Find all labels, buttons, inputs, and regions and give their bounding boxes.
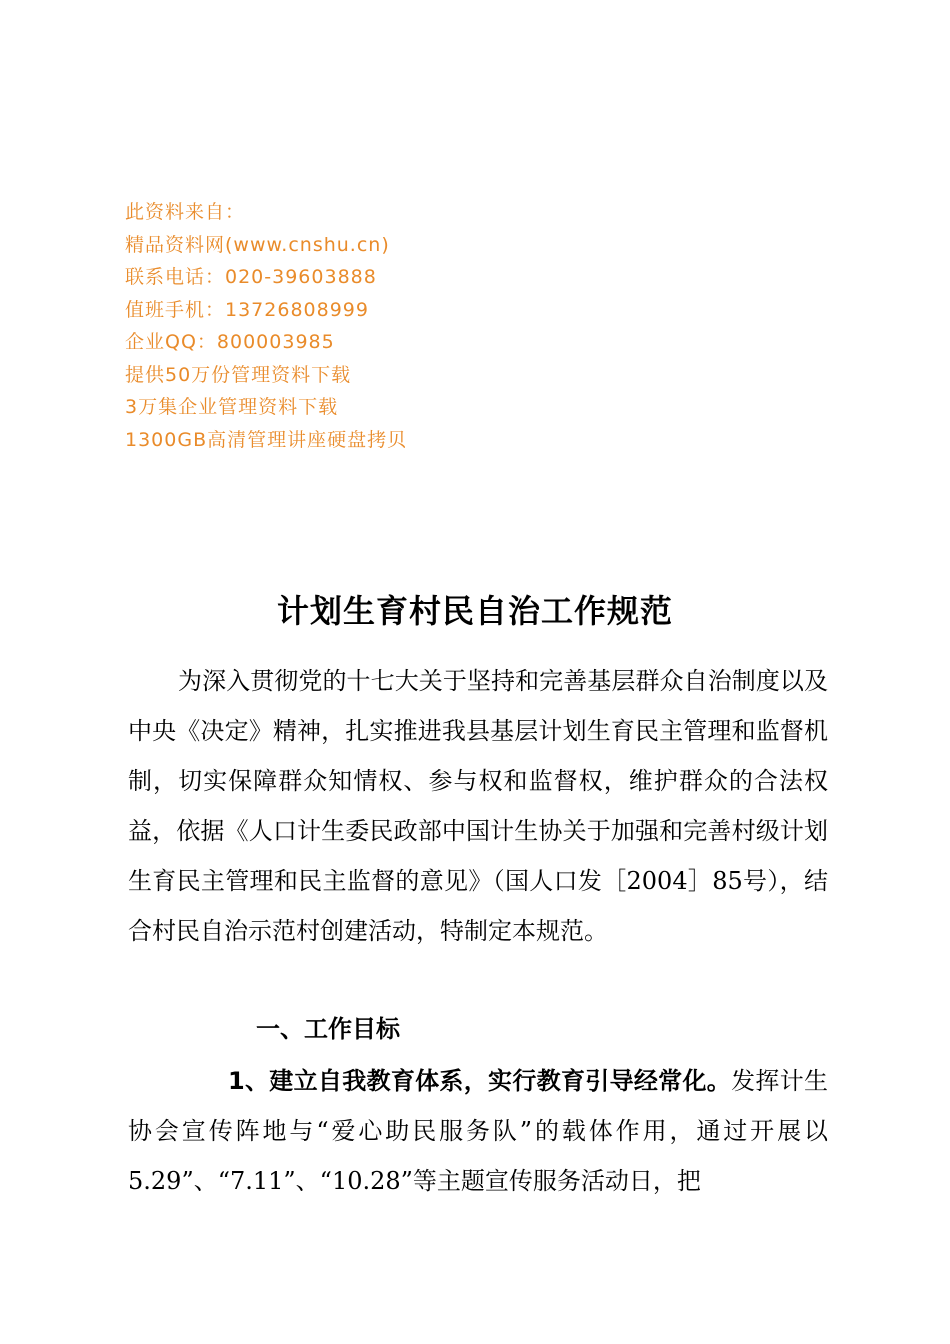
goal-item-1	[128, 1056, 828, 1206]
ad-line-mobile: 值班手机：13726808999	[125, 298, 369, 321]
ad-line-offer-3: 1300GB高清管理讲座硬盘拷贝	[125, 428, 408, 451]
document-title: 计划生育村民自治工作规范	[276, 592, 673, 630]
goal-item-1-text: 发挥计生协会宣传阵地与“爱心助民服务队”的载体作用，通过开展以5.29”、“7.11”、“10.28”等主题宣传服务活动日，把	[128, 1067, 829, 1195]
ad-line-qq: 企业QQ：800003985	[125, 331, 335, 353]
source-ad-block	[125, 196, 645, 456]
intro-paragraph: 为深入贯彻党的十七大关于坚持和完善基层群众自治制度以及中央《决定》精神，扎实推进我县基层计划生育民主管理和监督机制，切实保障群众知情权、参与权和监督权，维护群众的合法权益，依据《人口计生委民政部中国计生协关于加强和完善村级计划生育民主管理和民主监督的意见》（国人口发［2004］85号），结合村民自治示范村创建活动，特制定本规范。	[128, 667, 828, 945]
goal-item-1-lead: 1、建立自我教育体系，实行教育引导经常化。	[228, 1067, 732, 1095]
ad-line-phone: 联系电话：020-39603888	[125, 266, 377, 288]
section-heading-goals: 一、工作目标	[256, 1015, 400, 1043]
ad-line-offer-2: 3万集企业管理资料下载	[125, 396, 339, 418]
ad-line-source: 此资料来自：	[125, 201, 246, 223]
ad-line-website: 精品资料网(www.cnshu.cn)	[125, 233, 390, 256]
ad-line-offer-1: 提供50万份管理资料下载	[125, 363, 352, 386]
